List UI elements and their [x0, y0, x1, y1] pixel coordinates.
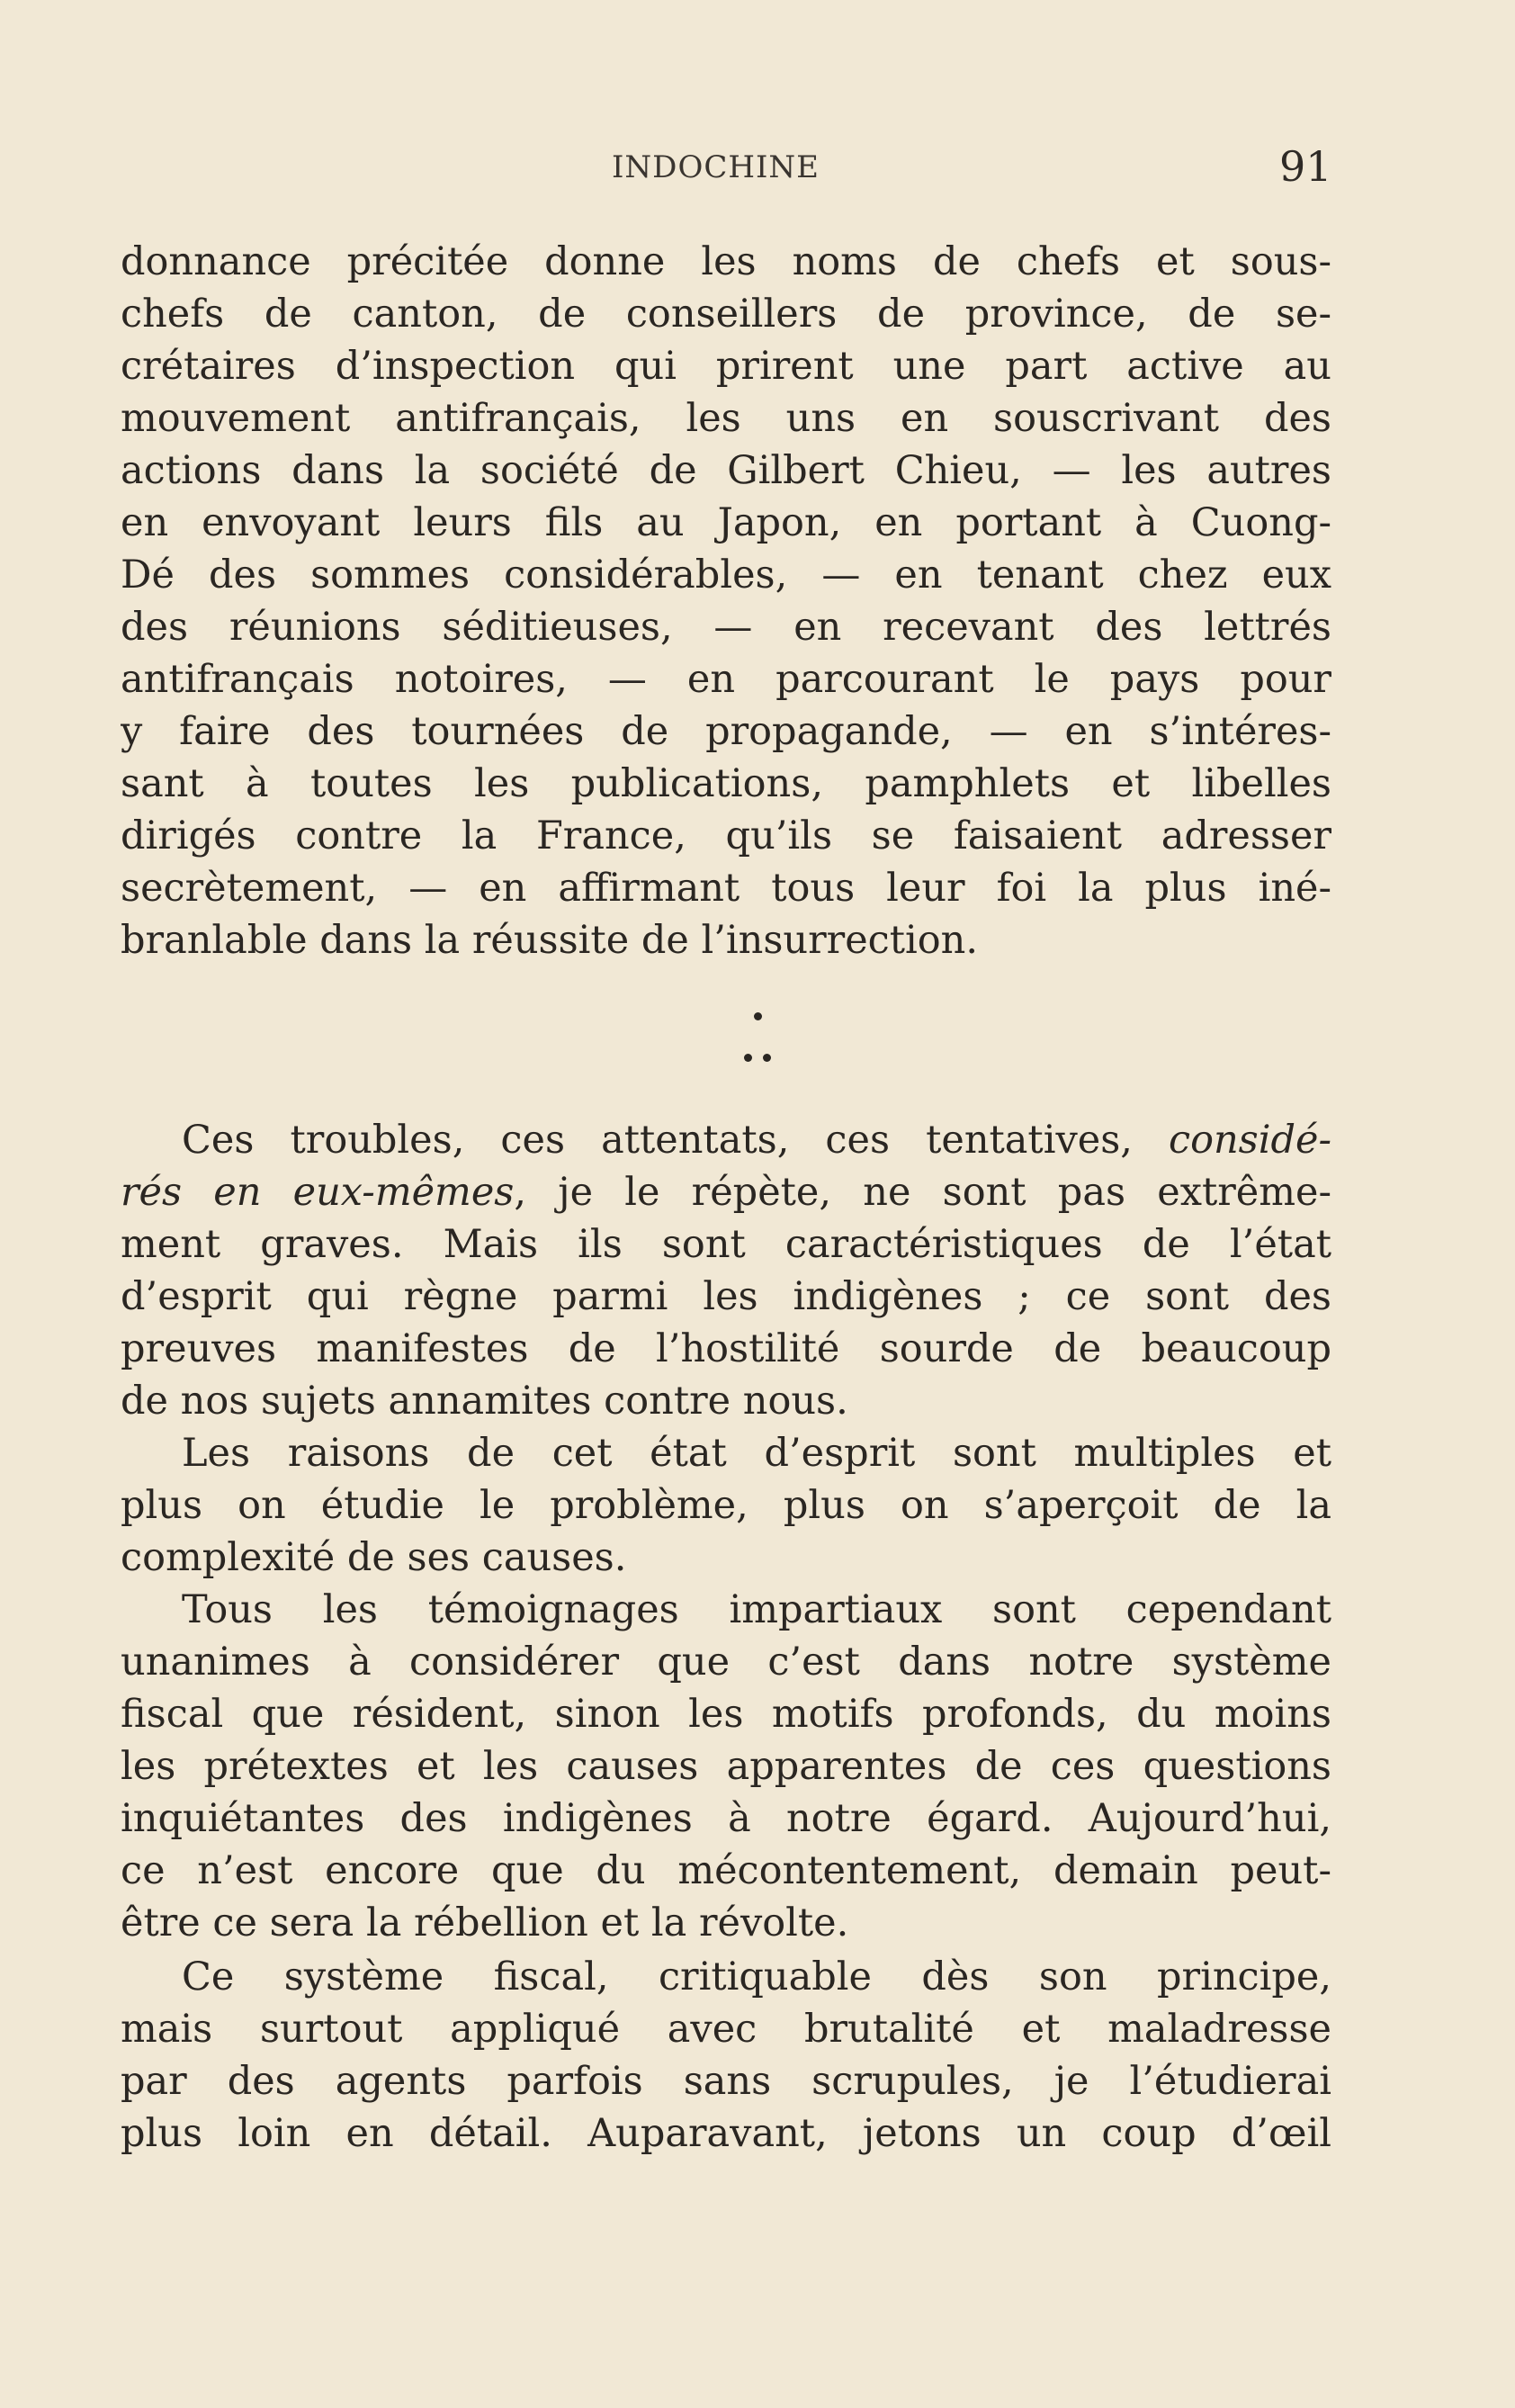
emphasis-text: considé- [1169, 1118, 1331, 1163]
text-line: être ce sera la rébellion et la révolte. [121, 1900, 849, 1945]
text-line: chefs de canton, de conseillers de province, de se- [121, 292, 1331, 337]
text-line: de nos sujets annamites contre nous. [121, 1379, 848, 1424]
text-line: d’esprit qui règne parmi les indigènes ; ce sont des [121, 1274, 1331, 1319]
text-line: sant à toutes les publications, pamphlets et libelles [121, 761, 1331, 806]
text-line: antifrançais notoires, — en parcourant le pays pour [121, 657, 1331, 702]
separator-dot [744, 1054, 752, 1062]
emphasis-text: rés en eux-mêmes [121, 1170, 515, 1215]
text-run: , je le répète, ne sont pas extrême- [514, 1170, 1331, 1215]
text-line: mais surtout appliqué avec brutalité et maladresse [121, 2007, 1331, 2052]
separator-dot [763, 1054, 771, 1062]
text-line: donnance précitée donne les noms de chefs et sous- [121, 239, 1331, 284]
text-line: inquiétantes des indigènes à notre égard. Aujourd’hui, [121, 1796, 1331, 1841]
text-line: Tous les témoignages impartiaux sont cependant [182, 1587, 1331, 1632]
running-head: INDOCHINE [612, 149, 820, 185]
text-line: en envoyant leurs fils au Japon, en portant à Cuong- [121, 500, 1331, 545]
paragraph-1 [121, 236, 1331, 966]
text-line: Les raisons de cet état d’esprit sont multiples et [182, 1431, 1331, 1476]
text-line: secrètement, — en affirmant tous leur foi la plus iné- [121, 866, 1331, 911]
text-line [121, 1166, 1331, 1218]
text-line: y faire des tournées de propagande, — en s’intéres- [121, 709, 1331, 754]
text-line: crétaires d’inspection qui prirent une part active au [121, 344, 1331, 389]
page-number: 91 [1279, 142, 1332, 191]
text-line: Ce système fiscal, critiquable dès son principe, [182, 1954, 1331, 1999]
text-line: par des agents parfois sans scrupules, je l’étudierai [121, 2059, 1331, 2104]
text-run: Ces troubles, ces attentats, ces tentatives, [182, 1118, 1169, 1163]
paragraph-4 [121, 1584, 1331, 1949]
text-line [121, 1114, 1331, 1166]
text-line: Dé des sommes considérables, — en tenant chez eux [121, 553, 1331, 598]
text-line: ce n’est encore que du mécontentement, demain peut- [121, 1848, 1331, 1893]
page-header [0, 142, 1515, 193]
text-line: preuves manifestes de l’hostilité sourde de beaucoup [121, 1326, 1331, 1371]
text-line: unanimes à considérer que c’est dans notre système [121, 1640, 1331, 1685]
text-line: complexité de ses causes. [121, 1535, 627, 1580]
section-separator-top [0, 1010, 1515, 1024]
text-line: les prétextes et les causes apparentes de ces questions [121, 1744, 1331, 1789]
text-line: mouvement antifrançais, les uns en souscrivant des [121, 396, 1331, 441]
paragraph-2 [121, 1114, 1331, 1427]
text-line: actions dans la société de Gilbert Chieu, — les autres [121, 448, 1331, 493]
text-line: plus loin en détail. Auparavant, jetons un coup d’œil [121, 2111, 1331, 2156]
text-line: fiscal que résident, sinon les motifs profonds, du moins [121, 1692, 1331, 1737]
text-line: branlable dans la réussite de l’insurrection. [121, 918, 979, 963]
text-line: dirigés contre la France, qu’ils se faisaient adresser [121, 813, 1331, 858]
section-separator-bottom [0, 1051, 1515, 1065]
text-line: ment graves. Mais ils sont caractéristiques de l’état [121, 1222, 1331, 1267]
text-line: des réunions séditieuses, — en recevant des lettrés [121, 605, 1331, 650]
separator-dot [754, 1012, 762, 1020]
paragraph-3 [121, 1427, 1331, 1584]
paragraph-5 [121, 1951, 1331, 2160]
text-line: plus on étudie le problème, plus on s’aperçoit de la [121, 1483, 1331, 1528]
